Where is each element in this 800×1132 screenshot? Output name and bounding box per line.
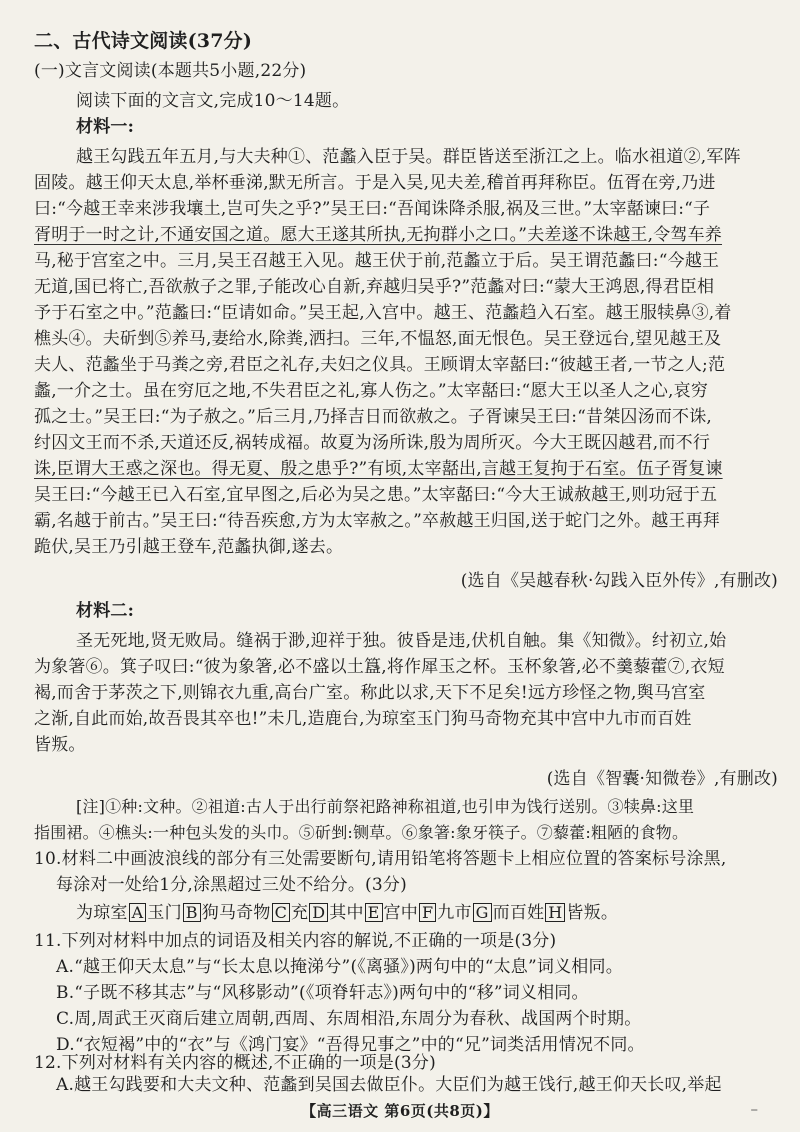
q10-sentence [76, 902, 618, 924]
m1-line: 无道,国已将亡,吾欲赦子之罪,子能改心自新,弃越归吴乎?”范蠡对曰:“蒙大王鸿恩,得君臣相 [34, 277, 715, 297]
answer-box[interactable]: C [272, 903, 290, 922]
answer-box[interactable]: G [473, 903, 492, 922]
segment: 而百姓 [492, 903, 545, 923]
m2-line: 之渐,自此而始,故吾畏其卒也!”未几,造鹿台,为琼室玉门狗马奇物充其中宫中九市而百姓 [34, 709, 692, 729]
answer-box[interactable]: B [183, 903, 201, 922]
answer-box[interactable]: H [545, 903, 565, 922]
m1-line: 曰:“今越王幸来涉我壤土,岂可失之乎?”吴王曰:“吾闻诛降杀服,祸及三世。”太宰嚭谏曰:“子 [34, 199, 711, 219]
answer-box[interactable]: E [365, 903, 383, 922]
q11-option-b: B.“子既不移其志”与“风移影动”(《项脊轩志》)两句中的“移”词义相同。 [56, 983, 589, 1003]
answer-box[interactable]: F [419, 903, 436, 922]
m1-line-underlined: 胥明于一时之计,不通安国之道。愿大王遂其所执,无拘群小之口。”夫差遂不诛越王,令驾车养 [34, 225, 723, 245]
instruction: 阅读下面的文言文,完成10～14题。 [76, 91, 350, 111]
m1-line: 越王勾践五年五月,与大夫种①、范蠡入臣于吴。群臣皆送至浙江之上。临水祖道②,军阵 [76, 147, 741, 167]
m1-line: 吴王曰:“今越王已入石室,宜早图之,后必为吴之患。”太宰嚭曰:“今大王诚赦越王,则功冠于五 [34, 485, 718, 505]
segment: 宫中 [383, 903, 418, 923]
q11-option-c: C.周,周武王灭商后建立周朝,西周、东周相沿,东周分为春秋、战国两个时期。 [56, 1009, 642, 1029]
segment: 九市 [437, 903, 472, 923]
q12-stem: 12.下列对材料有关内容的概述,不正确的一项是(3分) [34, 1053, 436, 1073]
m1-line: 固陵。越王仰天太息,举杯垂涕,默无所言。于是入吴,见夫差,稽首再拜称臣。伍胥在旁,乃进 [34, 173, 716, 193]
m1-line: 跪伏,吴王乃引越王登车,范蠡执御,遂去。 [34, 537, 344, 557]
notes-line: 指围裙。④樵头:一种包头发的头巾。⑤斫剉:铡草。⑥象箸:象牙筷子。⑦藜藿:粗陋的食物。 [34, 823, 689, 842]
m1-line: 予于石室之中。”范蠡曰:“臣请如命。”吴王起,入宫中。越王、范蠡趋入石室。越王服犊鼻③,着 [34, 303, 732, 323]
q12-option-a: A.越王勾践要和大夫文种、范蠡到吴国去做臣仆。大臣们为越王饯行,越王仰天长叹,举起 [56, 1075, 722, 1095]
section-title: 二、古代诗文阅读(37分) [34, 30, 253, 52]
segment: 其中 [329, 903, 364, 923]
q11-stem: 11.下列对材料中加点的词语及相关内容的解说,不正确的一项是(3分) [34, 931, 557, 951]
material2-label: 材料二: [76, 601, 135, 621]
subsection-title: (一)文言文阅读(本题共5小题,22分) [34, 61, 307, 81]
m2-line: 圣无死地,贤无败局。缝祸于渺,迎祥于独。彼昏是违,伏机自触。集《知微》。纣初立,始 [76, 631, 727, 651]
segment: 皆叛。 [566, 903, 619, 923]
corner-mark: – [750, 1100, 758, 1118]
answer-box[interactable]: A [129, 903, 147, 922]
notes-line: [注]①种:文种。②祖道:古人于出行前祭祀路神称祖道,也引申为饯行送别。③犊鼻:这里 [76, 797, 695, 816]
material1-label: 材料一: [76, 117, 135, 137]
q10-stem: 10.材料二中画波浪线的部分有三处需要断句,请用铅笔将答题卡上相应位置的答案标号涂黑, [34, 849, 727, 869]
m2-line: 为象箸⑥。箕子叹曰:“彼为象箸,必不盛以土簋,将作犀玉之杯。玉杯象箸,必不羹藜藿⑦,衣短 [34, 657, 725, 677]
m1-line: 夫人、范蠡坐于马粪之旁,君臣之礼存,夫妇之仪具。王顾谓太宰嚭曰:“彼越王者,一节之人;范 [34, 355, 726, 375]
m1-line: 蠡,一介之士。虽在穷厄之地,不失君臣之礼,寡人伤之。”太宰嚭曰:“愿大王以圣人之心,哀穷 [34, 381, 709, 401]
m1-line: 孤之士。”吴王曰:“为子赦之。”后三月,乃择吉日而欲赦之。子胥谏吴王曰:“昔桀囚汤而不诛, [34, 407, 713, 427]
page-footer: 【高三语文 第6页(共8页)】 [301, 1102, 499, 1120]
answer-box[interactable]: D [309, 903, 328, 922]
m1-line: 马,秘于宫室之中。三月,吴王召越王入见。越王伏于前,范蠡立于后。吴王谓范蠡曰:“今越王 [34, 251, 720, 271]
segment: 充 [291, 903, 309, 923]
q11-option-a: A.“越王仰天太息”与“长太息以掩涕兮”(《离骚》)两句中的“太息”词义相同。 [56, 957, 623, 977]
m1-line: 樵头④。夫斫剉⑤养马,妻给水,除粪,洒扫。三年,不愠怒,面无恨色。吴王登远台,望见越王及 [34, 329, 722, 349]
m2-line: 褐,而舍于茅茨之下,则锦衣九重,高台广室。称此以求,天下不足矣!远方珍怪之物,舆马宫室 [34, 683, 706, 703]
m1-line: 霸,名越于前古。”吴王曰:“待吾疾愈,方为太宰赦之。”卒赦越王归国,送于蛇门之外。越王再拜 [34, 511, 721, 531]
m1-source: (选自《吴越春秋·勾践入臣外传》,有删改) [460, 571, 778, 591]
m2-line: 皆叛。 [34, 735, 86, 755]
segment: 为琼室 [76, 903, 128, 923]
m2-source: (选自《智囊·知微卷》,有删改) [546, 769, 778, 789]
m1-line: 纣囚文王而不杀,天道还反,祸转成福。故夏为汤所诛,殷为周所灭。今大王既囚越君,而不行 [34, 433, 711, 453]
segment: 玉门 [147, 903, 182, 923]
m1-line-underlined: 诛,臣谓大王惑之深也。得无夏、殷之患乎?”有顷,太宰嚭出,言越王复拘于石室。伍子胥复谏 [34, 459, 723, 479]
segment: 狗马奇物 [201, 903, 271, 923]
q10-stem: 每涂对一处给1分,涂黑超过三处不给分。(3分) [56, 875, 407, 895]
q11-option-d: D.“衣短褐”中的“衣”与《鸿门宴》“吾得兄事之”中的“兄”词类活用情况不同。 [56, 1035, 645, 1055]
